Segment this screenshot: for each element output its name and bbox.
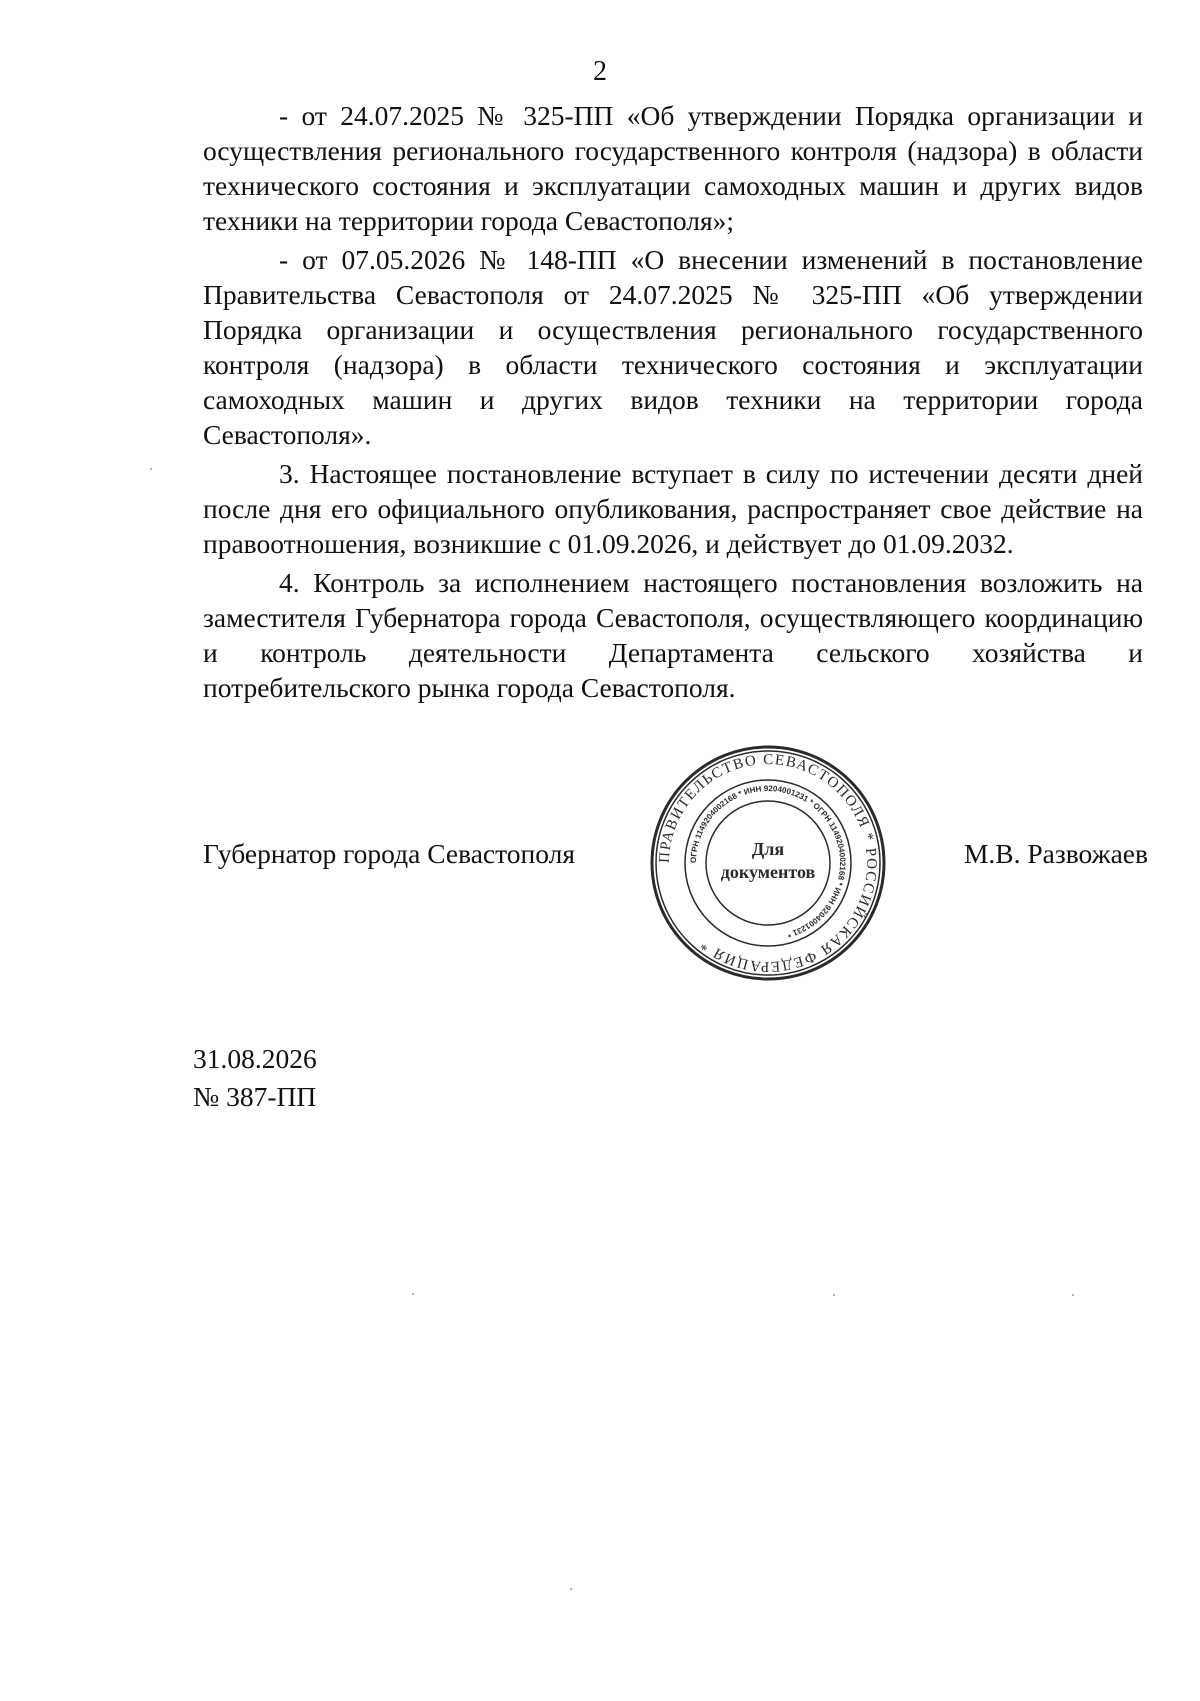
document-body — [203, 98, 1143, 709]
scan-speck — [150, 468, 152, 470]
paragraph-clause-4: 4. Контроль за исполнением настоящего постановления возложить на заместителя Губернатора города Севастополя, осуществляющего координацию и контроль деятельности Департамента сельского хозяйства и потребительского рынка города Севастополя. — [203, 567, 1143, 703]
seal-outer-text: ПРАВИТЕЛЬСТВО СЕВАСТОПОЛЯ * РОССИЙСКАЯ ФЕДЕРАЦИЯ * — [656, 751, 880, 975]
scan-speck — [833, 1294, 835, 1296]
scan-speck — [412, 1293, 414, 1295]
signatory-title: Губернатор города Севастополя — [203, 838, 575, 869]
paragraph-decree-148: - от 07.05.2026 № 148-ПП «О внесении изменений в постановление Правительства Севастополя от 24.07.2025 № 325-ПП «Об утверждении Порядка организации и осуществления регионального государственного контроля (надзора) в области технического состояния и эксплуатации самоходных машин и других видов техники на территории города Севастополя». — [203, 244, 1143, 450]
paragraph-clause-3: 3. Настоящее постановление вступает в силу по истечении десяти дней после дня его официального опубликования, распространяет свое действие на правоотношения, возникшие с 01.09.2026, и действует до 01.09.2032. — [203, 458, 1143, 559]
seal-center-line-1: Для — [751, 839, 785, 859]
page-number: 2 — [593, 56, 607, 87]
document-footer — [193, 1040, 317, 1116]
signatory-name: М.В. Развожаев — [963, 838, 1148, 869]
scan-speck — [1072, 1294, 1074, 1296]
paragraph-decree-325: - от 24.07.2025 № 325-ПП «Об утверждении Порядка организации и осуществления регионального государственного контроля (надзора) в области технического состояния и эксплуатации самоходных машин и других видов техники на территории города Севастополя»; — [203, 100, 1143, 236]
scan-speck — [570, 1588, 572, 1590]
document-number: № 387-ПП — [193, 1081, 317, 1112]
seal-inner-text: ОГРН 1149204002168 * ИНН 9204001231 * ОГРН 1149204002168 * ИНН 9204001231 * — [688, 783, 848, 940]
official-seal-stamp — [648, 744, 888, 982]
document-date: 31.08.2026 — [193, 1043, 317, 1074]
seal-center-line-2: документов — [720, 862, 816, 882]
